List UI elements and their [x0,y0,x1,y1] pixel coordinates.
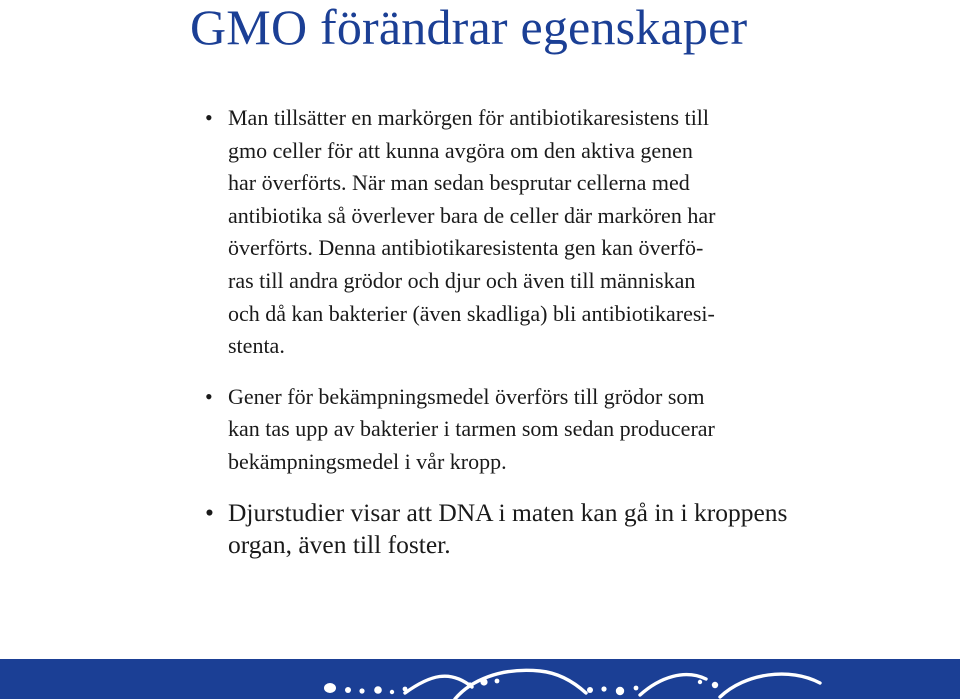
text-line: ras till andra grödor och djur och även till människan [228,267,696,293]
text-line: bekämpningsmedel i vår kropp. [228,448,507,474]
bullet-item-pesticide-genes [205,381,846,479]
text-line: organ, även till foster. [228,529,451,559]
text-line: har överförts. När man sedan besprutar cellerna med [228,170,690,196]
bullet-list [205,102,846,561]
bullet-icon: • [205,497,214,527]
bullet-item-animal-studies [205,497,846,561]
text-line: Gener för bekämpningsmedel överförs till grödor som [228,383,705,409]
wave-strands [405,670,820,699]
text-line: gmo celler för att kunna avgöra om den aktiva genen [228,137,693,163]
text-line: Djurstudier visar att DNA i maten kan gå in i kroppens [228,497,788,527]
footer-band [0,659,960,699]
bullet-icon: • [205,105,213,130]
bullet-item-marker-gene [205,102,846,363]
text-line: och då kan bakterier (även skadliga) bli antibiotikaresi- [228,300,715,326]
bullet-icon: • [205,383,213,409]
text-line: stenta. [228,333,285,359]
page-title: GMO förändrar egenskaper [190,0,748,55]
dna-strand-pattern-icon [0,659,960,699]
text-line: överförts. Denna antibiotikaresistenta gen kan överfö- [228,235,704,261]
text-line: kan tas upp av bakterier i tarmen som sedan producerar [228,416,715,442]
text-line: antibiotika så överlever bara de celler där markören har [228,202,716,228]
text-line: Man tillsätter en markörgen för antibiotikaresistens till [228,105,710,130]
